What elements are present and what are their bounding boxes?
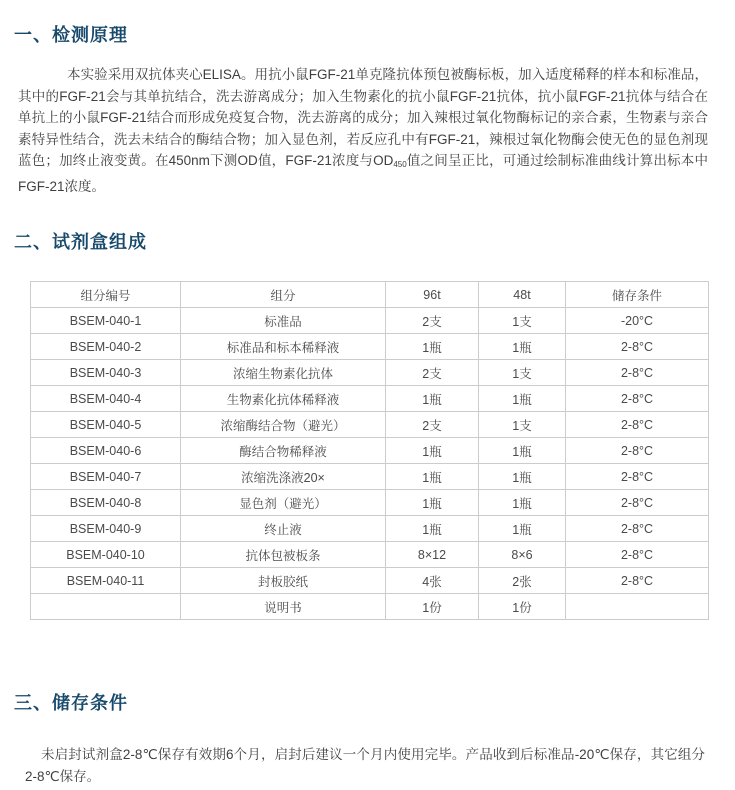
table-cell: 1支 — [479, 360, 566, 386]
section-3-heading: 三、储存条件 — [14, 693, 128, 713]
table-row — [31, 594, 709, 620]
table-row — [31, 490, 709, 516]
table-cell: 2支 — [386, 412, 479, 438]
principle-text-after-subscript: 值之间呈正比，可通过绘制标准曲线计算出标本中FGF-21浓度。 — [18, 153, 708, 194]
table-cell: 2支 — [386, 360, 479, 386]
table-cell: 1瓶 — [386, 438, 479, 464]
table-row — [31, 360, 709, 386]
table-cell: 浓缩酶结合物（避光） — [181, 412, 386, 438]
table-cell: 2-8°C — [566, 412, 709, 438]
table-row — [31, 464, 709, 490]
table-cell: BSEM-040-3 — [31, 360, 181, 386]
table-row — [31, 308, 709, 334]
table-cell: 2-8°C — [566, 464, 709, 490]
table-cell: BSEM-040-6 — [31, 438, 181, 464]
table-cell: 浓缩洗涤液20× — [181, 464, 386, 490]
column-header: 96t — [386, 282, 479, 308]
table-row — [31, 334, 709, 360]
table-cell: BSEM-040-7 — [31, 464, 181, 490]
table-cell: 标准品 — [181, 308, 386, 334]
table-row — [31, 542, 709, 568]
table-cell: 1瓶 — [479, 464, 566, 490]
table-row — [31, 438, 709, 464]
table-cell: 抗体包被板条 — [181, 542, 386, 568]
table-cell — [31, 594, 181, 620]
table-cell: 2-8°C — [566, 438, 709, 464]
table-cell: 1瓶 — [479, 516, 566, 542]
od450-subscript: 450 — [393, 160, 407, 169]
table-cell: 2-8°C — [566, 490, 709, 516]
section-1-heading: 一、检测原理 — [14, 25, 128, 45]
table-cell: BSEM-040-9 — [31, 516, 181, 542]
table-cell: BSEM-040-10 — [31, 542, 181, 568]
section-2-heading: 二、试剂盒组成 — [14, 232, 147, 252]
table-cell: 显色剂（避光） — [181, 490, 386, 516]
components-table — [30, 281, 709, 620]
table-cell: 1瓶 — [479, 386, 566, 412]
table-cell: 1瓶 — [386, 516, 479, 542]
table-cell: 1瓶 — [386, 464, 479, 490]
table-row — [31, 386, 709, 412]
table-cell — [566, 594, 709, 620]
table-row — [31, 412, 709, 438]
table-cell: 标准品和标本稀释液 — [181, 334, 386, 360]
table-cell: BSEM-040-1 — [31, 308, 181, 334]
table-cell: 8×6 — [479, 542, 566, 568]
table-cell: BSEM-040-8 — [31, 490, 181, 516]
table-cell: 1份 — [479, 594, 566, 620]
column-header: 组分 — [181, 282, 386, 308]
table-cell: 终止液 — [181, 516, 386, 542]
table-cell: BSEM-040-11 — [31, 568, 181, 594]
table-cell: 1瓶 — [479, 490, 566, 516]
column-header: 储存条件 — [566, 282, 709, 308]
table-cell: 1瓶 — [386, 490, 479, 516]
table-cell: 2-8°C — [566, 568, 709, 594]
table-cell: 酶结合物稀释液 — [181, 438, 386, 464]
table-cell: BSEM-040-5 — [31, 412, 181, 438]
table-cell: 4张 — [386, 568, 479, 594]
table-cell: 1支 — [479, 412, 566, 438]
principle-text-before-subscript: 本实验采用双抗体夹心ELISA。用抗小鼠FGF-21单克隆抗体预包被酶标板，加入适度稀释的样本和标准品，其中的FGF-21会与其单抗结合，洗去游离成分；加入生物素化的抗小鼠FGF-21抗体，抗小鼠FGF-21抗体与结合在单抗上的小鼠FGF-21结合而形成免疫复合物，洗去游离的成分；加入辣根过氧化物酶标记的亲合素，生物素与亲合素特异性结合，洗去未结合的酶结合物；加入显色剂，若反应孔中有FGF-21，辣根过氧化物酶会使无色的显色剂现蓝色；加终止液变黄。在450nm下测OD值，FGF-21浓度与OD — [18, 67, 708, 168]
table-cell: 2-8°C — [566, 542, 709, 568]
table-cell: 说明书 — [181, 594, 386, 620]
table-cell: 1份 — [386, 594, 479, 620]
table-cell: 浓缩生物素化抗体 — [181, 360, 386, 386]
table-cell: 2-8°C — [566, 516, 709, 542]
table-cell: 1瓶 — [386, 334, 479, 360]
table-cell: 2支 — [386, 308, 479, 334]
table-cell: 8×12 — [386, 542, 479, 568]
table-cell: -20°C — [566, 308, 709, 334]
table-cell: 2-8°C — [566, 360, 709, 386]
principle-paragraph — [18, 64, 708, 197]
table-cell: 1瓶 — [479, 438, 566, 464]
table-cell: 2张 — [479, 568, 566, 594]
table-header-row — [31, 282, 709, 308]
table-cell: 1瓶 — [386, 386, 479, 412]
table-cell: 生物素化抗体稀释液 — [181, 386, 386, 412]
table-cell: BSEM-040-2 — [31, 334, 181, 360]
storage-paragraph: 未启封试剂盒2-8℃保存有效期6个月，启封后建议一个月内使用完毕。产品收到后标准品-20℃保存，其它组分2-8℃保存。 — [25, 747, 705, 784]
table-cell: 封板胶纸 — [181, 568, 386, 594]
column-header: 48t — [479, 282, 566, 308]
column-header: 组分编号 — [31, 282, 181, 308]
table-cell: 1瓶 — [479, 334, 566, 360]
table-cell: 1支 — [479, 308, 566, 334]
table-row — [31, 568, 709, 594]
table-cell: 2-8°C — [566, 386, 709, 412]
table-cell: 2-8°C — [566, 334, 709, 360]
table-row — [31, 516, 709, 542]
table-cell: BSEM-040-4 — [31, 386, 181, 412]
